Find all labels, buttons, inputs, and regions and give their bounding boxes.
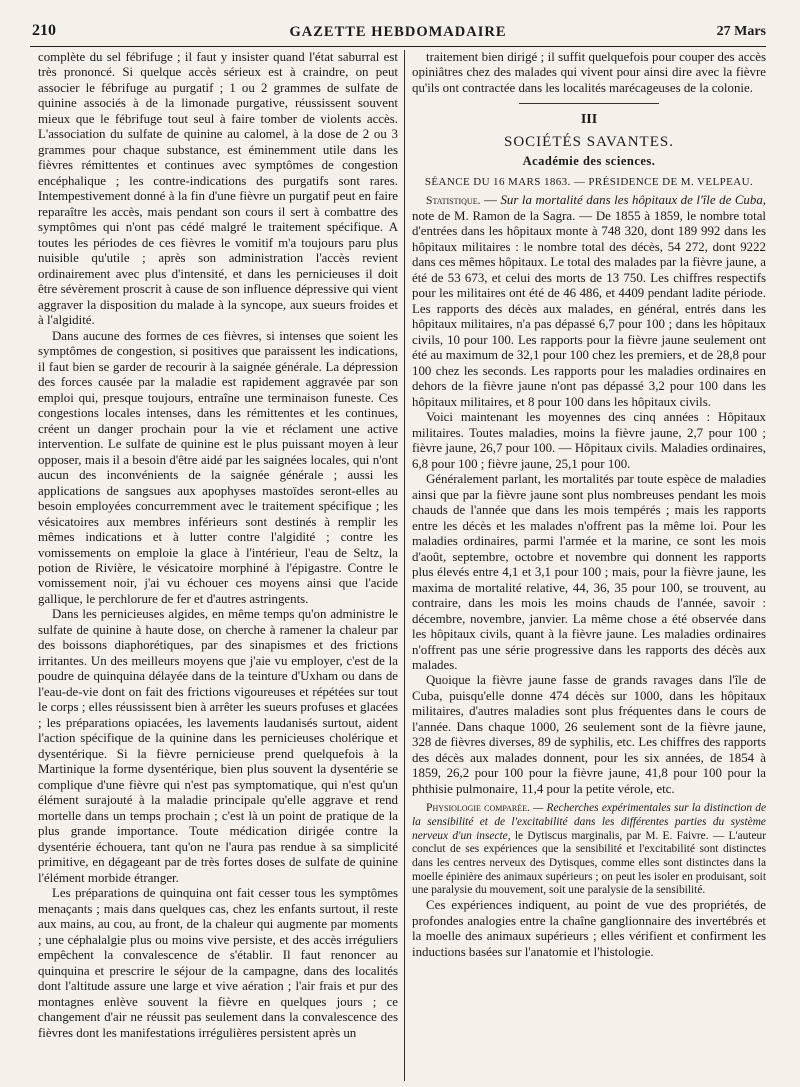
statistics-paragraph: Statistique. — Sur la mortalité dans les hôpitaux de l'île de Cuba, note de M. Ramon de la Sagra. — De 1855 à 1859, le nombre total d'entrées dans les hôpitaux monte à 748 320, dont 189 992 dans les hôpitaux militaires : le nombre total des décès, 54 272, dont 9222 dans ces mêmes hôpitaux. Le total des malades par la fièvre jaune, a été de 53 673, et celui des morts de 13 750. Les chiffres respectifs pour les militaires ont été de 46 486, et 4409 pendant ladite période. Les rapports des décès aux malades, en général, entrés dans les hôpitaux militaires, n'a pas dépassé 6,7 pour 100 ; dans les hôpitaux civils, 10 pour 100. Les rapports pour la fièvre jaune seulement ont été au maximum de 32,1 pour 100 chez les premiers, et de 28,8 pour 100 chez les seconds. Les rapports pour les maladies ordinaires en dehors de la fièvre jaune n'ont pas dépassé 3,2 pour 100 dans les hôpitaux militaires, et 8 pour 100 dans les hôpitaux civils. (412, 193, 766, 409)
paragraph: complète du sel fébrifuge ; il faut y insister quand l'état saburral est très prononcé. Si quelque accès sérieux est à craindre, on peut associer le fébrifuge au purgatif ; 1 ou 2 grammes de sulfate de quinine associés à de la limonade purgative, réussissent souvent mieux que le fébrifuge tout seul à faire tomber de violents accès. L'association du sulfate de quinine au calomel, à la dose de 2 ou 3 grammes pour chaque substance, est éminemment utile dans les fièvres rémittentes et continues avec symptômes de congestion encéphalique ; les contre-indications des purgatifs sont rares. Intempestivement donné à la fin d'une fièvre un purgatif peut en faire reparaître les accès, mais pendant son cours il sert à combattre des symptômes qui n'ont pas cédé malgré le traitement spécifique. A toutes les périodes de ces fièvres le vomitif m'a toujours paru plus nuisible qu'utile ; après son administration l'accès revient ordinairement avec plus d'intensité, et dans les pernicieuses il doit être sévèrement proscrit à cause de son influence dépressive qui vient aggraver la disposition du malade à la syncope, aux sueurs froides et à l'algidité. (38, 50, 398, 328)
section-title: SOCIÉTÉS SAVANTES. (504, 134, 674, 151)
paragraph: Dans aucune des formes de ces fièvres, si intenses que soient les symptômes de congestion, si positives que paraissent les indications, il faut bien se garder de recourir à la saignée générale. La dépression des forces causée par la maladie est rapidement aggravée par son emploi qui, presque toujours, entraîne une terminaison funeste. Ces congestions locales intenses, dans les rémittentes et les continues, créent un danger prochain pour la vie et réclament une active intervention. Le sulfate de quinine est le plus puissant moyen à leur opposer, mais il a besoin d'être aidé par les saignées locales, qui n'ont aucun des inconvénients de la saignée générale ; aussi les applications de sangsues aux apophyses mastoïdes seront-elles au besoin employées concurremment avec le traitement spécifique ; les vésicatoires aux membres inférieurs sont destinés à remplir les mêmes indications et à lutter contre l'algidité ; contre les vomissements on emploie la glace à l'intérieur, l'eau de Seltz, la potion de Rivière, le vésicatoire morphiné à l'épigastre. Contre le vomissement noir, j'ai vu échouer ces moyens ainsi que l'acide gallique, le perchlorure de fer et d'autres astringents. (38, 328, 398, 606)
physiology-text: le Dytiscus marginalis, par M. E. Faivre. — L'auteur conclut de ses expériences que la sensibilité et l'excitabilité sont distinctes dans les centres nerveux des Dytisques, comme elles sont distinctes dans la moelle épinière des animaux supérieurs ; on peut les isoler en produisant, soit une paralysie du mouvement, soit une paralysie de la sensibilité. (412, 829, 766, 897)
publication-title: GAZETTE HEBDOMADAIRE (289, 24, 507, 40)
left-column (38, 50, 398, 1081)
statistics-text: note de M. Ramon de la Sagra. — De 1855 à 1859, le nombre total d'entrées dans les hôpitaux monte à 748 320, dont 189 992 dans les hôpitaux militaires : le nombre total des décès, 54 272, dont 9222 dans ces mêmes hôpitaux. Le total des malades par la fièvre jaune, a été de 53 673, et celui des morts de 13 750. Les chiffres respectifs pour les militaires ont été de 46 486, et 4409 pendant ladite période. Les rapports des décès aux malades, en général, entrés dans les hôpitaux militaires, n'a pas dépassé 6,7 pour 100 ; dans les hôpitaux civils, 10 pour 100. Les rapports pour la fièvre jaune seulement ont été au maximum de 32,1 pour 100 chez les premiers, et de 28,8 pour 100 chez les seconds. Les rapports pour les maladies ordinaires en dehors de la fièvre jaune n'ont pas dépassé 3,2 pour 100 dans les hôpitaux militaires, et 8 pour 100 dans les hôpitaux civils. (412, 208, 766, 409)
page-number: 210 (32, 22, 56, 39)
physiology-paragraph (412, 801, 766, 898)
section-rule (519, 103, 659, 104)
physiology-label: Physiologie comparée. (426, 801, 530, 815)
statistics-title: Sur la mortalité dans les hôpitaux de l'île de Cuba, (500, 193, 766, 208)
right-column (412, 50, 766, 1081)
issue-date: 27 Mars (716, 24, 766, 39)
page-header (30, 22, 766, 47)
statistics-label: Statistique. (426, 194, 481, 208)
paragraph: Quoique la fièvre jaune fasse de grands ravages dans l'île de Cuba, puisqu'elle donne 474 décès sur 1000, dans les hôpitaux militaires, d'autres maladies sont plus fréquentes dans le cours de l'année. Dans chaque 1000, 26 seulement sont de la fièvre jaune, 328 de fièvres diverses, 89 de syphilis, etc. Les chiffres des rapports des décès aux malades donnent, pour les six années, de 1854 à 1859, 26,2 pour 100 pour la fièvre jaune, 41,8 pour 100 pour la phthisie pulmonaire, 11,4 pour la petite vérole, etc. (412, 673, 766, 796)
paragraph: Généralement parlant, les mortalités par toute espèce de maladies ainsi que par la fièvre jaune sont plus nombreuses pendant les mois chauds de l'année que dans les mois tempérés ; mais les rapports entre les décès et les malades n'offrent pas la même loi. Pour les maladies ordinaires, parmi l'armée et la marine, ce sont les mois d'août, septembre, octobre et novembre qui donnent les rapports plus élevés entre 4,1 et 3,1 pour 100 ; mais, pour la fièvre jaune, les maxima de mortalité relative, 44, 36, 35 pour 100, se trouvent, au contraire, dans les mois les moins chauds de l'année, savoir : décembre, novembre, janvier. La même chose a été observée dans les hôpitaux civils, quant à la fièvre jaune. Les maladies ordinaires n'offrent pas une série progressive dans les rapports des décès aux malades. (412, 472, 766, 672)
column-divider (404, 50, 405, 1081)
paragraph: Ces expériences indiquent, au point de vue des propriétés, de profondes analogies entre la chaîne ganglionnaire des invertébrés et la moelle des animaux supérieurs ; elles vérifient et confirment les inductions basées sur l'anatomie et l'histologie. (412, 898, 766, 959)
paragraph: Dans les pernicieuses algides, en même temps qu'on administre le sulfate de quinine à haute dose, on cherche à ramener la chaleur par des boissons diaphorétiques, par des sinapismes et des frictions irritantes. Un des meilleurs moyens que j'aie vu employer, c'est de la poudre de quinquina délayée dans de la teinture d'Uxham ou dans de l'eau-de-vie dont on fait des frictions vigoureuses et répétées sur tout le corps ; elles réussissent bien à arrêter les sueurs profuses et glacées ; les préparations opiacées, les lavements laudanisés surtout, aident l'action spécifique de la quinine dans les pernicieuses cholérique et dysentérique. Si la fièvre pernicieuse prend quelquefois à la Martinique la forme dysentérique, bien plus souvent la dysentérie se complique d'une fièvre qui n'est pas symptomatique, qui n'est qu'un élément surajouté à la maladie principale qu'elle aggrave et rend mortelle dans un temps prochain ; c'est là un point de pratique de la plus grande importance. Toute médication dirigée contre la dysentérie échouera, tant qu'on ne l'aura pas rendue à sa simplicité primitive, en dégageant par de très fortes doses de sulfate de quinine l'élément morbide étranger. (38, 607, 398, 885)
physiology-title: — Recherches expérimentales sur la distinction de la sensibilité et de l'excitabilité dans les différentes parties du système nerveux d'un insecte, (412, 802, 766, 842)
paragraph: Voici maintenant les moyennes des cinq années : Hôpitaux militaires. Toutes maladies, moins la fièvre jaune, 2,7 pour 100 ; fièvre jaune, 26,7 pour 100. — Hôpitaux civils. Maladies ordinaires, 6,8 pour 100 ; fièvre jaune, 25,1 pour 100. (412, 410, 766, 471)
paragraph: Les préparations de quinquina ont fait cesser tous les symptômes menaçants ; mais dans quelques cas, chez les enfants surtout, il reste aux mains, au cou, au front, de la chaleur qui augmente par moments ; une céphalalgie plus ou moins vive persiste, et des accès irréguliers empêchent la convalescence de s'établir. Il faut renoncer au quinquina et prescrire le séjour de la campagne, dans des localités dont l'altitude assure une large et vive aération ; l'air frais et pur des montagnes enlève souvent la fièvre en quelques jours ; ce changement d'air ne réussit pas seulement dans la convalescence des fièvres dont les manifestations irrégulières persistent après un (38, 886, 398, 1040)
section-number: III (580, 112, 598, 128)
section-subtitle: Académie des sciences. (522, 154, 656, 169)
paragraph: traitement bien dirigé ; il suffit quelquefois pour couper des accès opiniâtres chez des malades qui vivent pour ainsi dire avec la fièvre qu'ils ont contractée dans les localités marécageuses de la colonie. (412, 50, 766, 95)
seance-line: SÉANCE DU 16 MARS 1863. — PRÉSIDENCE DE M. VELPEAU. (424, 176, 754, 189)
